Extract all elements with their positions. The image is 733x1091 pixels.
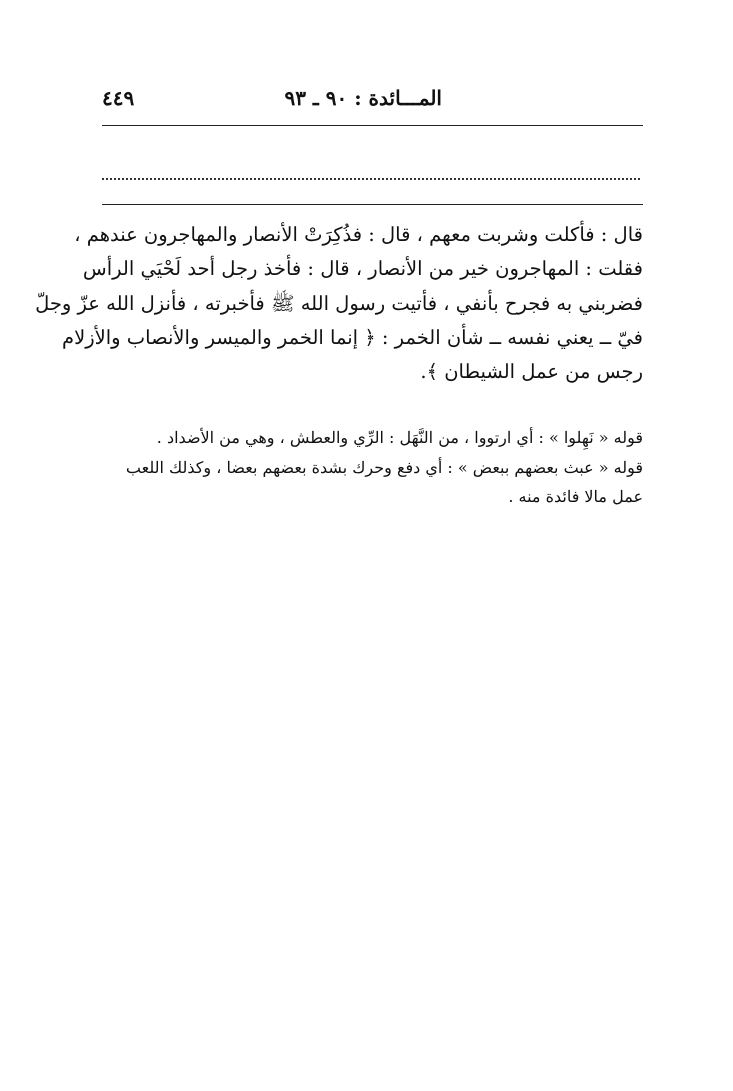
note-line: عمل مالا فائدة منه . [508,487,643,506]
note-line: قوله « نَهِلوا » : أي ارتووا ، من النَّهَل : الرِّي والعطش ، وهي من الأضداد . [156,428,643,447]
footnotes [100,423,643,512]
main-text [35,218,643,389]
text-line: فضربني به فجرح بأنفي ، فأتيت رسول الله ﷺ فأخبرته ، فأنزل الله عزّ وجلّ [35,291,643,315]
note-line: قوله « عبث بعضهم ببعض » : أي دفع وحرك بشدة بعضهم بعضا ، وكذلك اللعب [125,457,643,477]
page-header [102,86,642,116]
section-rule [102,204,643,205]
header-rule [102,125,643,126]
text-line: رجس من عمل الشيطان ﴾. [420,360,643,384]
dotted-separator [102,178,640,180]
running-title: المـــائدة : ٩٠ ـ ٩٣ [284,86,442,110]
page-number: ٤٤٩ [102,86,135,110]
text-line: قال : فأكلت وشربت معهم ، قال : فذُكِرَتْ الأنصار والمهاجرون عندهم ، [74,223,643,246]
text-line: فقلت : المهاجرون خير من الأنصار ، قال : فأخذ رجل أحد لَحْيَي الرأس [82,257,643,281]
text-line: فيّ ــ يعني نفسه ــ شأن الخمر : ﴿ إنما الخمر والميسر والأنصاب والأزلام [62,325,643,349]
